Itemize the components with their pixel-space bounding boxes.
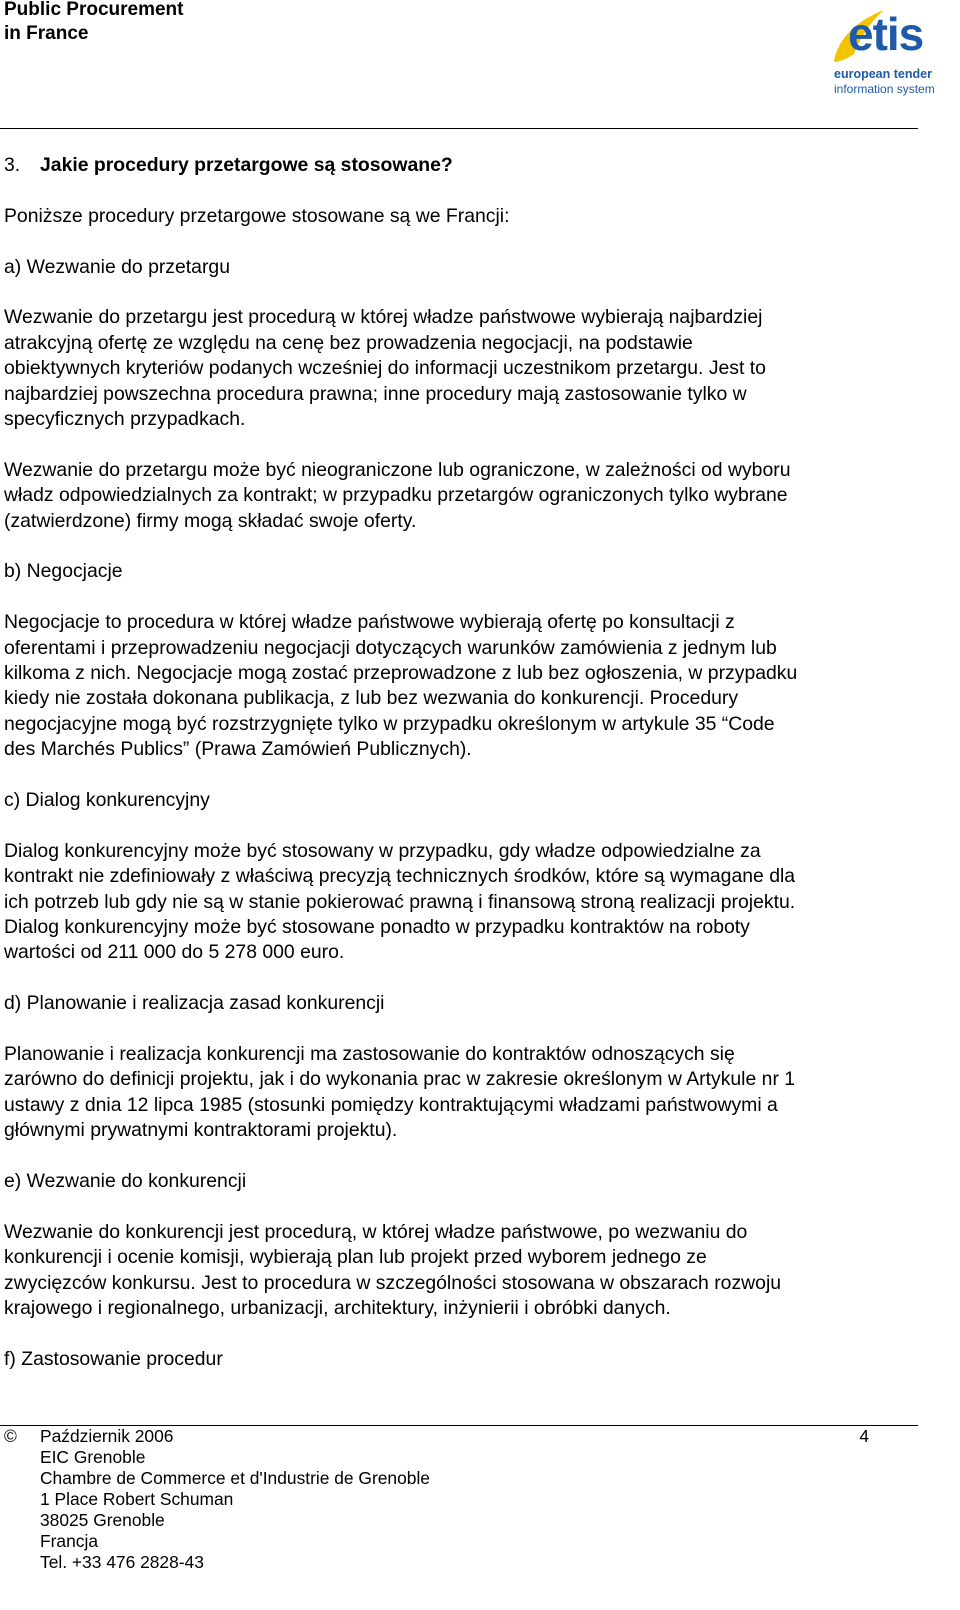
body-paragraph (4, 839, 914, 966)
body-paragraph (4, 1042, 914, 1144)
footer-address-line: 38025 Grenoble (40, 1510, 165, 1530)
paragraph-line: głównymi prywatnymi kontraktorami projektu). (4, 1119, 398, 1142)
paragraph-line: Dialog konkurencyjny może być stosowane ponadto w przypadku kontraktów na roboty (4, 916, 750, 939)
footer-address-line: Francja (40, 1531, 98, 1551)
body-paragraph (4, 610, 914, 762)
paragraph-line: atrakcyjną ofertę ze względu na cenę bez prowadzenia negocjacji, na podstawie (4, 331, 693, 354)
paragraph-line: zwycięzców konkursu. Jest to procedura w szczególności stosowana w obszarach rozwoju (4, 1271, 782, 1294)
paragraph-line: Planowanie i realizacja konkurencji ma zastosowanie do kontraktów odnoszących się (4, 1043, 735, 1066)
paragraph-line: wartości od 211 000 do 5 278 000 euro. (4, 941, 345, 964)
footer-address (4, 1447, 884, 1573)
paragraph-line: Wezwanie do konkurencji jest procedurą, w której władze państwowe, po wezwaniu do (4, 1220, 748, 1243)
footer-address-line: Chambre de Commerce et d'Industrie de Grenoble (40, 1468, 430, 1488)
paragraph-line: ustawy z dnia 12 lipca 1985 (stosunki pomiędzy kontraktującymi władzami państwowymi a (4, 1093, 778, 1116)
document-header-title (4, 0, 184, 46)
body-paragraph (4, 458, 914, 534)
footer-address-line: EIC Grenoble (40, 1447, 146, 1467)
paragraph-line: (zatwierdzone) firmy mogą składać swoje oferty. (4, 509, 417, 532)
subsection-title: e) Wezwanie do konkurencji (4, 1170, 247, 1193)
logo-tagline-line-2: information system (834, 82, 935, 96)
paragraph-line: ich potrzeb lub gdy nie są w stanie pokierować prawną i finansową stroną realizacji projektu. (4, 890, 796, 913)
subsection-title: b) Negocjacje (4, 560, 123, 583)
body-paragraph (4, 1220, 914, 1322)
paragraph-line: Dialog konkurencyjny może być stosowany w przypadku, gdy władze odpowiedzialne za (4, 839, 761, 862)
body-paragraph (4, 305, 914, 432)
paragraph-line: konkurencji i ocenie komisji, wybierają plan lub projekt przed wyborem jednego ze (4, 1246, 707, 1269)
paragraph-line: władz odpowiedzialnych za kontrakt; w przypadku przetargów ograniczonych tylko wybrane (4, 484, 788, 507)
intro-paragraph: Poniższe procedury przetargowe stosowane są we Francji: (4, 204, 510, 227)
document-body (4, 153, 914, 1398)
footer-date: Październik 2006 (40, 1426, 174, 1446)
logo-tagline-line-1: european tender (834, 67, 932, 81)
paragraph-line: najbardziej powszechna procedura prawna; inne procedury mają zastosowanie tylko w (4, 382, 747, 405)
subsection-title: c) Dialog konkurencyjny (4, 789, 210, 812)
header-divider (0, 128, 918, 129)
paragraph-line: des Marchés Publics” (Prawa Zamówień Publicznych). (4, 738, 472, 761)
paragraph-line: kiedy nie została dokonana publikacja, z lub bez wezwania do konkurencji. Procedury (4, 687, 739, 710)
header-title-line-2: in France (4, 23, 89, 44)
footer-address-line: Tel. +33 476 2828-43 (40, 1552, 204, 1572)
paragraph-line: obiektywnych kryteriów podanych wcześniej do informacji uczestnikom przetargu. Jest to (4, 357, 766, 380)
paragraph-line: kilkoma z nich. Negocjacje mogą zostać przeprowadzone z lub bez ogłoszenia, w przypadku (4, 662, 798, 685)
header-title-line-1: Public Procurement (4, 0, 184, 20)
paragraph-line: Negocjacje to procedura w której władze państwowe wybierają ofertę po konsultacji z (4, 611, 735, 634)
page-footer (4, 1426, 884, 1573)
paragraph-line: oferentami i przeprowadzeniu negocjacji dotyczących warunków zamówienia z jednym lub (4, 636, 777, 659)
paragraph-line: zarówno do definicji projektu, jak i do wykonania prac w zakresie określonym w Artykule nr 1 (4, 1068, 796, 1091)
logo-wordmark: etis (848, 8, 924, 60)
paragraph-line: Wezwanie do przetargu może być nieograniczone lub ograniczone, w zależności od wyboru (4, 458, 791, 481)
etis-logo-graphic (830, 0, 952, 100)
subsection-title: f) Zastosowanie procedur (4, 1347, 223, 1370)
section-heading (4, 153, 914, 178)
page-number: 4 (859, 1426, 869, 1446)
section-number: 3. (4, 154, 21, 176)
paragraph-line: negocjacyjne mogą być rozstrzygnięte tylko w przypadku określonym w artykule 35 “Code (4, 712, 775, 735)
paragraph-line: Wezwanie do przetargu jest procedurą w której władze państwowe wybierają najbardziej (4, 306, 763, 329)
section-heading-text: Jakie procedury przetargowe są stosowane? (40, 154, 453, 176)
footer-address-line: 1 Place Robert Schuman (40, 1489, 234, 1509)
paragraph-line: krajowego i regionalnego, urbanizacji, architektury, inżynierii i obróbki danych. (4, 1297, 671, 1320)
copyright-symbol: © (4, 1426, 17, 1446)
footer-date-row (4, 1426, 884, 1447)
paragraph-line: kontrakt nie zdefiniowały z właściwą precyzją technicznych środków, które są wymagane dla (4, 865, 796, 888)
paragraph-line: specyficznych przypadkach. (4, 408, 246, 431)
etis-logo (830, 0, 952, 100)
subsection-title: a) Wezwanie do przetargu (4, 255, 230, 278)
subsection-title: d) Planowanie i realizacja zasad konkurencji (4, 992, 385, 1015)
